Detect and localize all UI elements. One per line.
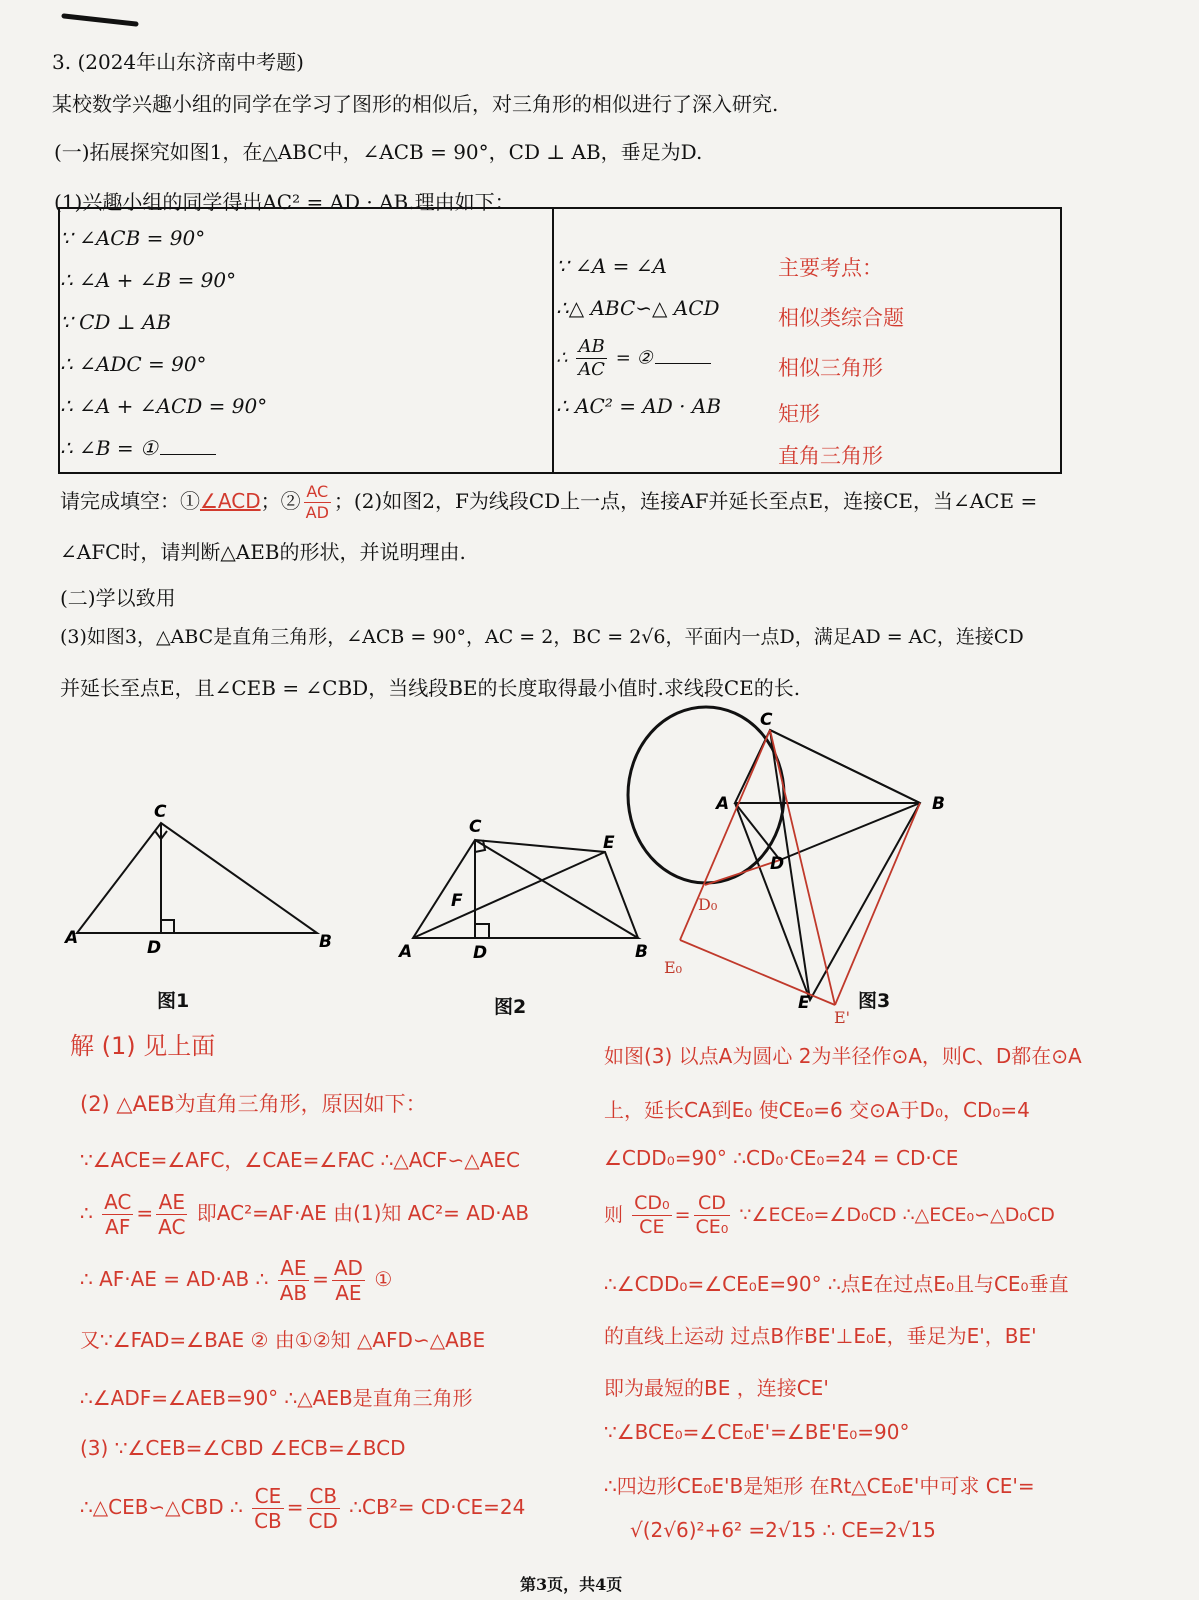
- margin-note: 矩形: [778, 402, 820, 426]
- frac-num: AB: [576, 338, 607, 359]
- pen-stroke-mark: [60, 10, 140, 30]
- point-label: E: [798, 993, 810, 1013]
- frac-num: AE: [278, 1258, 309, 1281]
- margin-note: 直角三角形: [778, 444, 883, 468]
- solution-fraction-line: [80, 1486, 525, 1531]
- solution-line: (3) ∵∠CEB=∠CBD ∠ECB=∠BCD: [80, 1436, 406, 1460]
- frac-den: AC: [578, 359, 605, 380]
- frac-num: CB: [307, 1486, 340, 1509]
- solution-line: (2) △AEB为直角三角形，原因如下：: [80, 1092, 427, 1116]
- solution-line: ∠CDD₀=90° ∴CD₀·CE₀=24 = CD·CE: [604, 1146, 959, 1170]
- solution-line: ∵∠ACE=∠AFC，∠CAE=∠FAC ∴△ACF∽△AEC: [80, 1148, 520, 1172]
- sol-fraction: [278, 1258, 309, 1303]
- proof-table-divider: [552, 207, 554, 474]
- frac-den: CD: [308, 1509, 338, 1533]
- margin-note: 主要考点：: [778, 256, 883, 280]
- point-label: A: [399, 942, 413, 960]
- proof-right-eq: = ②: [615, 347, 653, 369]
- part2-title: (二)学以致用: [60, 586, 176, 610]
- point-label: D: [473, 943, 488, 960]
- answer-blank-2: [655, 363, 711, 364]
- question-intro: 某校数学兴趣小组的同学在学习了图形的相似后，对三角形的相似进行了深入研究.: [52, 92, 779, 116]
- frac-num: CD: [694, 1194, 731, 1216]
- page-footer: 第3页，共4页: [520, 1575, 623, 1594]
- sol-eq: =: [136, 1201, 154, 1225]
- frac-den: AB: [279, 1281, 308, 1305]
- answer-2-handwritten: [304, 484, 331, 521]
- solution-line: 解 (1) 见上面: [70, 1032, 216, 1060]
- frac-num: AC: [304, 484, 331, 503]
- solution-line: 上，延长CA到E₀ 使CE₀=6 交⊙A于D₀，CD₀=4: [604, 1098, 1030, 1122]
- question-header: [52, 46, 304, 75]
- solution-line: 的直线上运动 过点B作BE'⊥E₀E，垂足为E'，BE': [604, 1324, 1037, 1348]
- proof-left-line: ∵ ∠ACB = 90°: [60, 226, 206, 250]
- point-label: E: [603, 833, 615, 853]
- sol-eq: =: [674, 1204, 691, 1226]
- figure-1: [55, 795, 355, 955]
- sol-text: ∴CB²= CD·CE=24: [342, 1495, 526, 1519]
- frac-den: AF: [105, 1215, 131, 1239]
- sol-fraction: [694, 1194, 731, 1237]
- point-label-red: E₀: [664, 958, 683, 977]
- frac-num: AC: [104, 1190, 132, 1214]
- sol-text: ∴ AF·AE = AD·AB ∴: [80, 1267, 269, 1291]
- margin-note: 相似类综合题: [778, 306, 904, 330]
- frac-den: CE: [639, 1216, 665, 1238]
- sol-fraction: [252, 1486, 284, 1531]
- frac-den: CE₀: [695, 1216, 729, 1238]
- sol-text: ①: [367, 1267, 393, 1291]
- solution-line: 即为最短的BE ，连接CE': [604, 1376, 829, 1400]
- sol-text: ∵∠ECE₀=∠D₀CD ∴△ECE₀∽△D₀CD: [733, 1204, 1055, 1226]
- proof-left-text: ∴ ∠B = ①: [60, 436, 158, 460]
- frac-num: AE: [156, 1192, 187, 1215]
- solution-fraction-line: [80, 1258, 392, 1303]
- point-label: D: [770, 854, 785, 874]
- frac-den: AD: [305, 503, 329, 522]
- fill-answers-line: [60, 484, 1037, 521]
- sol-eq: =: [286, 1495, 304, 1519]
- proof-left-blank-line: [60, 436, 216, 460]
- margin-note: 相似三角形: [778, 356, 883, 380]
- solution-line: √(2√6)²+6² =2√15 ∴ CE=2√15: [630, 1518, 936, 1542]
- answer-blank-1: [160, 454, 216, 455]
- q3-line-2: 并延长至点E，且∠CEB = ∠CBD，当线段BE的长度取得最小值时.求线段CE的长.: [60, 676, 801, 700]
- point-label: C: [760, 710, 773, 730]
- sol-eq: =: [312, 1267, 329, 1291]
- question-source: (2024年山东济南中考题): [77, 50, 304, 74]
- fraction-ab-ac: [576, 338, 607, 379]
- sol-fraction: [332, 1258, 365, 1303]
- solution-line: ∵∠BCE₀=∠CE₀E'=∠BE'E₀=90°: [604, 1420, 910, 1444]
- sol-text: ∴: [80, 1201, 93, 1225]
- q2-continuation: ∠AFC时，请判断△AEB的形状，并说明理由.: [60, 540, 466, 564]
- sol-fraction: [102, 1192, 133, 1237]
- sol-fraction: [156, 1192, 187, 1237]
- part1-title: (一)拓展探究如图1，在△ABC中，∠ACB = 90°，CD ⊥ AB，垂足为D.: [54, 140, 703, 164]
- frac-den: AE: [335, 1281, 362, 1305]
- frac-den: AC: [158, 1215, 186, 1239]
- solution-fraction-line: [604, 1194, 1055, 1237]
- figure-1-caption: 图1: [157, 990, 190, 1012]
- answer-1-handwritten: ∠ACD: [200, 489, 261, 513]
- point-label: B: [932, 794, 945, 814]
- sol-fraction: [307, 1486, 340, 1531]
- point-label: B: [319, 932, 332, 952]
- figure-3-caption: 图3: [858, 990, 891, 1012]
- sol-text: 则: [604, 1204, 624, 1226]
- proof-left-line: ∴ ∠ADC = 90°: [60, 352, 207, 376]
- frac-num: CE: [252, 1486, 284, 1509]
- solution-line: ∴∠ADF=∠AEB=90° ∴△AEB是直角三角形: [80, 1386, 473, 1410]
- solution-fraction-line: [80, 1192, 529, 1237]
- therefore-sign: ∴: [556, 347, 568, 369]
- point-label: B: [635, 942, 648, 960]
- proof-left-line: ∴ ∠A + ∠B = 90°: [60, 268, 237, 292]
- sol-text: 即AC²=AF·AE 由(1)知 AC²= AD·AB: [190, 1201, 530, 1225]
- frac-num: CD₀: [634, 1192, 670, 1214]
- point-label: F: [451, 891, 463, 911]
- solution-line: 如图(3) 以点A为圆心 2为半径作⊙A，则C、D都在⊙A: [604, 1044, 1082, 1068]
- point-label: D: [147, 938, 162, 955]
- proof-left-line: ∴ ∠A + ∠ACD = 90°: [60, 394, 268, 418]
- proof-right-line: ∴ AC² = AD · AB: [556, 394, 722, 418]
- solution-line: ∴四边形CE₀E'B是矩形 在Rt△CE₀E'中可求 CE'=: [604, 1474, 1035, 1498]
- q2-text: ；(2)如图2，F为线段CD上一点，连接AF并延长至点E，连接CE，当∠ACE =: [333, 489, 1038, 513]
- solution-line: ∴∠CDD₀=∠CE₀E=90° ∴点E在过点E₀且与CE₀垂直: [604, 1272, 1069, 1296]
- point-label: C: [154, 802, 167, 822]
- solution-line: 又∵∠FAD=∠BAE ② 由①②知 △AFD∽△ABE: [80, 1328, 486, 1352]
- proof-right-fraction-line: [556, 338, 711, 379]
- fill-mid: ；②: [260, 489, 301, 513]
- figure-2-caption: 图2: [494, 996, 527, 1018]
- q1-prompt: (1)兴趣小组的同学得出AC² = AD · AB.理由如下：: [54, 190, 515, 214]
- proof-left-line: ∵ CD ⊥ AB: [60, 310, 172, 334]
- point-label: A: [716, 794, 730, 814]
- frac-den: CB: [254, 1509, 282, 1533]
- point-label-red: D₀: [698, 895, 718, 914]
- proof-right-line: ∵ ∠A = ∠A: [556, 254, 667, 278]
- fill-prefix: 请完成填空：①: [60, 489, 200, 513]
- sol-text: ∴△CEB∽△CBD ∴: [80, 1495, 243, 1519]
- point-label: A: [65, 928, 79, 948]
- sol-fraction: [632, 1194, 672, 1237]
- q3-line-1: (3)如图3，△ABC是直角三角形，∠ACB = 90°，AC = 2，BC = 2√6，平面内一点D，满足AD = AC，连接CD: [60, 626, 1024, 648]
- question-number: 3.: [52, 50, 72, 74]
- frac-num: AD: [333, 1256, 363, 1280]
- point-label: C: [469, 817, 482, 837]
- point-label-red: E': [834, 1008, 851, 1027]
- figure-3: [620, 705, 960, 1030]
- proof-right-line: ∴△ ABC∽△ ACD: [556, 296, 720, 320]
